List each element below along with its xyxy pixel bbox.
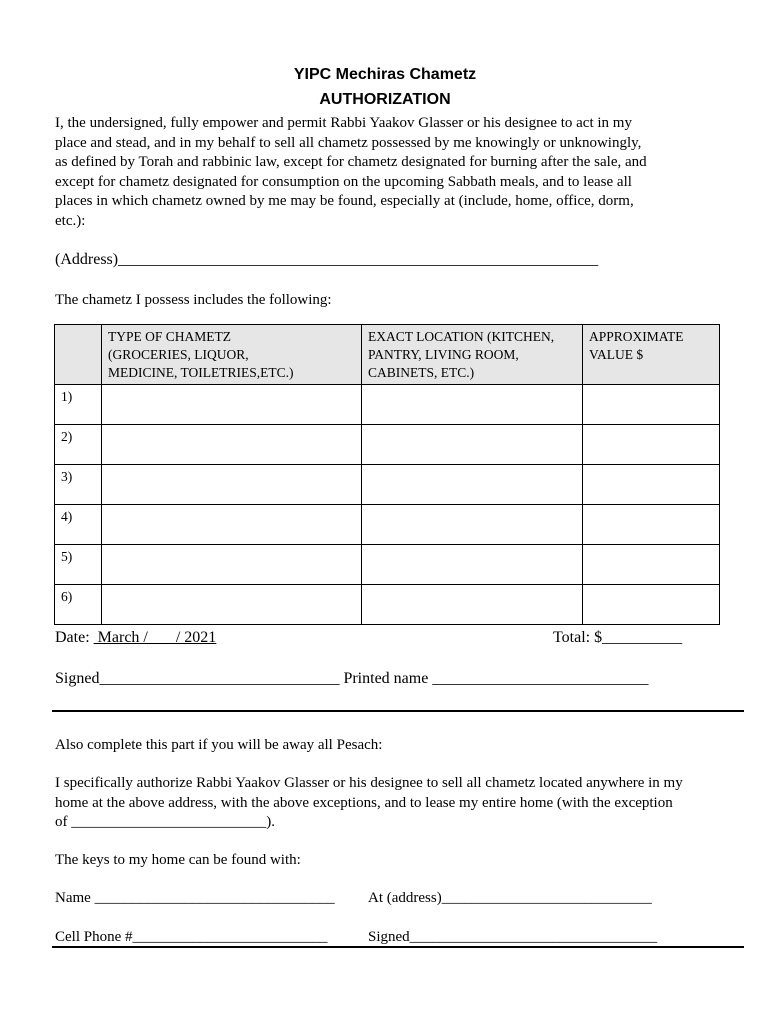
chametz-location-cell[interactable] <box>362 585 583 625</box>
header-line: EXACT LOCATION (KITCHEN, <box>368 329 555 344</box>
row-number: 5) <box>55 545 102 585</box>
date-field[interactable] <box>55 629 216 647</box>
chametz-value-cell[interactable] <box>583 545 720 585</box>
table-row <box>55 545 720 585</box>
chametz-table <box>54 324 720 625</box>
header-line: MEDICINE, TOILETRIES,ETC.) <box>108 365 294 380</box>
paragraph-line: I, the undersigned, fully empower and permit Rabbi Yaakov Glasser or his designee to act in my <box>55 115 632 131</box>
keys-label: The keys to my home can be found with: <box>55 852 301 868</box>
chametz-value-cell[interactable] <box>583 465 720 505</box>
table-header-row <box>55 325 720 385</box>
chametz-location-cell[interactable] <box>362 425 583 465</box>
paragraph-line: place and stead, and in my behalf to sell all chametz possessed by me knowingly or unknowingly, <box>55 134 642 151</box>
date-label: Date: <box>55 629 90 646</box>
paragraph-line: except for chametz designated for consumption on the upcoming Sabbath meals, and to lease all <box>55 173 632 190</box>
away-signature-field[interactable]: Signed_________________________________ <box>368 929 658 945</box>
date-value[interactable]: March / / 2021 <box>93 629 217 646</box>
paragraph-line: places in which chametz owned by me may be found, especially at (include, home, office, dorm, <box>55 193 634 209</box>
row-number: 2) <box>55 425 102 465</box>
chametz-value-cell[interactable] <box>583 505 720 545</box>
chametz-type-cell[interactable] <box>102 505 362 545</box>
cell-phone-field[interactable]: Cell Phone #__________________________ <box>55 929 328 945</box>
header-line: APPROXIMATE <box>589 329 684 344</box>
header-line: PANTRY, LIVING ROOM, <box>368 347 519 362</box>
header-line: CABINETS, ETC.) <box>368 365 475 380</box>
chametz-location-cell[interactable] <box>362 505 583 545</box>
signature-line[interactable]: Signed______________________________ Printed name ___________________________ <box>55 670 649 687</box>
section-divider <box>52 710 744 712</box>
possess-label: The chametz I possess includes the following: <box>55 292 332 308</box>
total-field[interactable]: Total: $__________ <box>553 629 683 646</box>
chametz-type-cell[interactable] <box>102 585 362 625</box>
row-number: 6) <box>55 585 102 625</box>
paragraph-line[interactable]: of __________________________). <box>55 814 275 830</box>
chametz-value-cell[interactable] <box>583 385 720 425</box>
table-row <box>55 465 720 505</box>
chametz-type-cell[interactable] <box>102 425 362 465</box>
row-number: 1) <box>55 385 102 425</box>
chametz-type-cell[interactable] <box>102 385 362 425</box>
away-paragraph <box>55 774 755 833</box>
keys-name-field[interactable]: Name ________________________________ <box>55 890 335 906</box>
bottom-divider <box>52 946 744 948</box>
chametz-value-cell[interactable] <box>583 585 720 625</box>
away-section-label: Also complete this part if you will be away all Pesach: <box>55 737 383 753</box>
paragraph-line: I specifically authorize Rabbi Yaakov Glasser or his designee to sell all chametz located anywhere in my <box>55 775 683 791</box>
header-line: TYPE OF CHAMETZ <box>108 329 232 344</box>
address-field[interactable]: (Address)____________________________________________________________ <box>55 251 599 268</box>
chametz-type-cell[interactable] <box>102 465 362 505</box>
paragraph-line: home at the above address, with the above exceptions, and to lease my entire home (with the exception <box>55 794 673 811</box>
chametz-location-cell[interactable] <box>362 385 583 425</box>
header-line: (GROCERIES, LIQUOR, <box>108 347 249 362</box>
keys-address-field[interactable]: At (address)____________________________ <box>368 890 652 906</box>
table-row <box>55 385 720 425</box>
chametz-location-cell[interactable] <box>362 465 583 505</box>
row-number: 4) <box>55 505 102 545</box>
table-row <box>55 425 720 465</box>
column-header-number <box>55 325 102 385</box>
column-header-value <box>583 325 720 385</box>
authorization-paragraph <box>55 114 715 231</box>
table-row <box>55 585 720 625</box>
chametz-location-cell[interactable] <box>362 545 583 585</box>
row-number: 3) <box>55 465 102 505</box>
form-title: YIPC Mechiras Chametz <box>293 66 477 83</box>
chametz-type-cell[interactable] <box>102 545 362 585</box>
header-line: VALUE $ <box>589 347 644 362</box>
paragraph-line: as defined by Torah and rabbinic law, except for chametz designated for burning after the sale, and <box>55 154 647 170</box>
column-header-location <box>362 325 583 385</box>
column-header-type <box>102 325 362 385</box>
paragraph-line: etc.): <box>55 212 86 229</box>
table-row <box>55 505 720 545</box>
form-subtitle: AUTHORIZATION <box>319 91 451 108</box>
chametz-value-cell[interactable] <box>583 425 720 465</box>
